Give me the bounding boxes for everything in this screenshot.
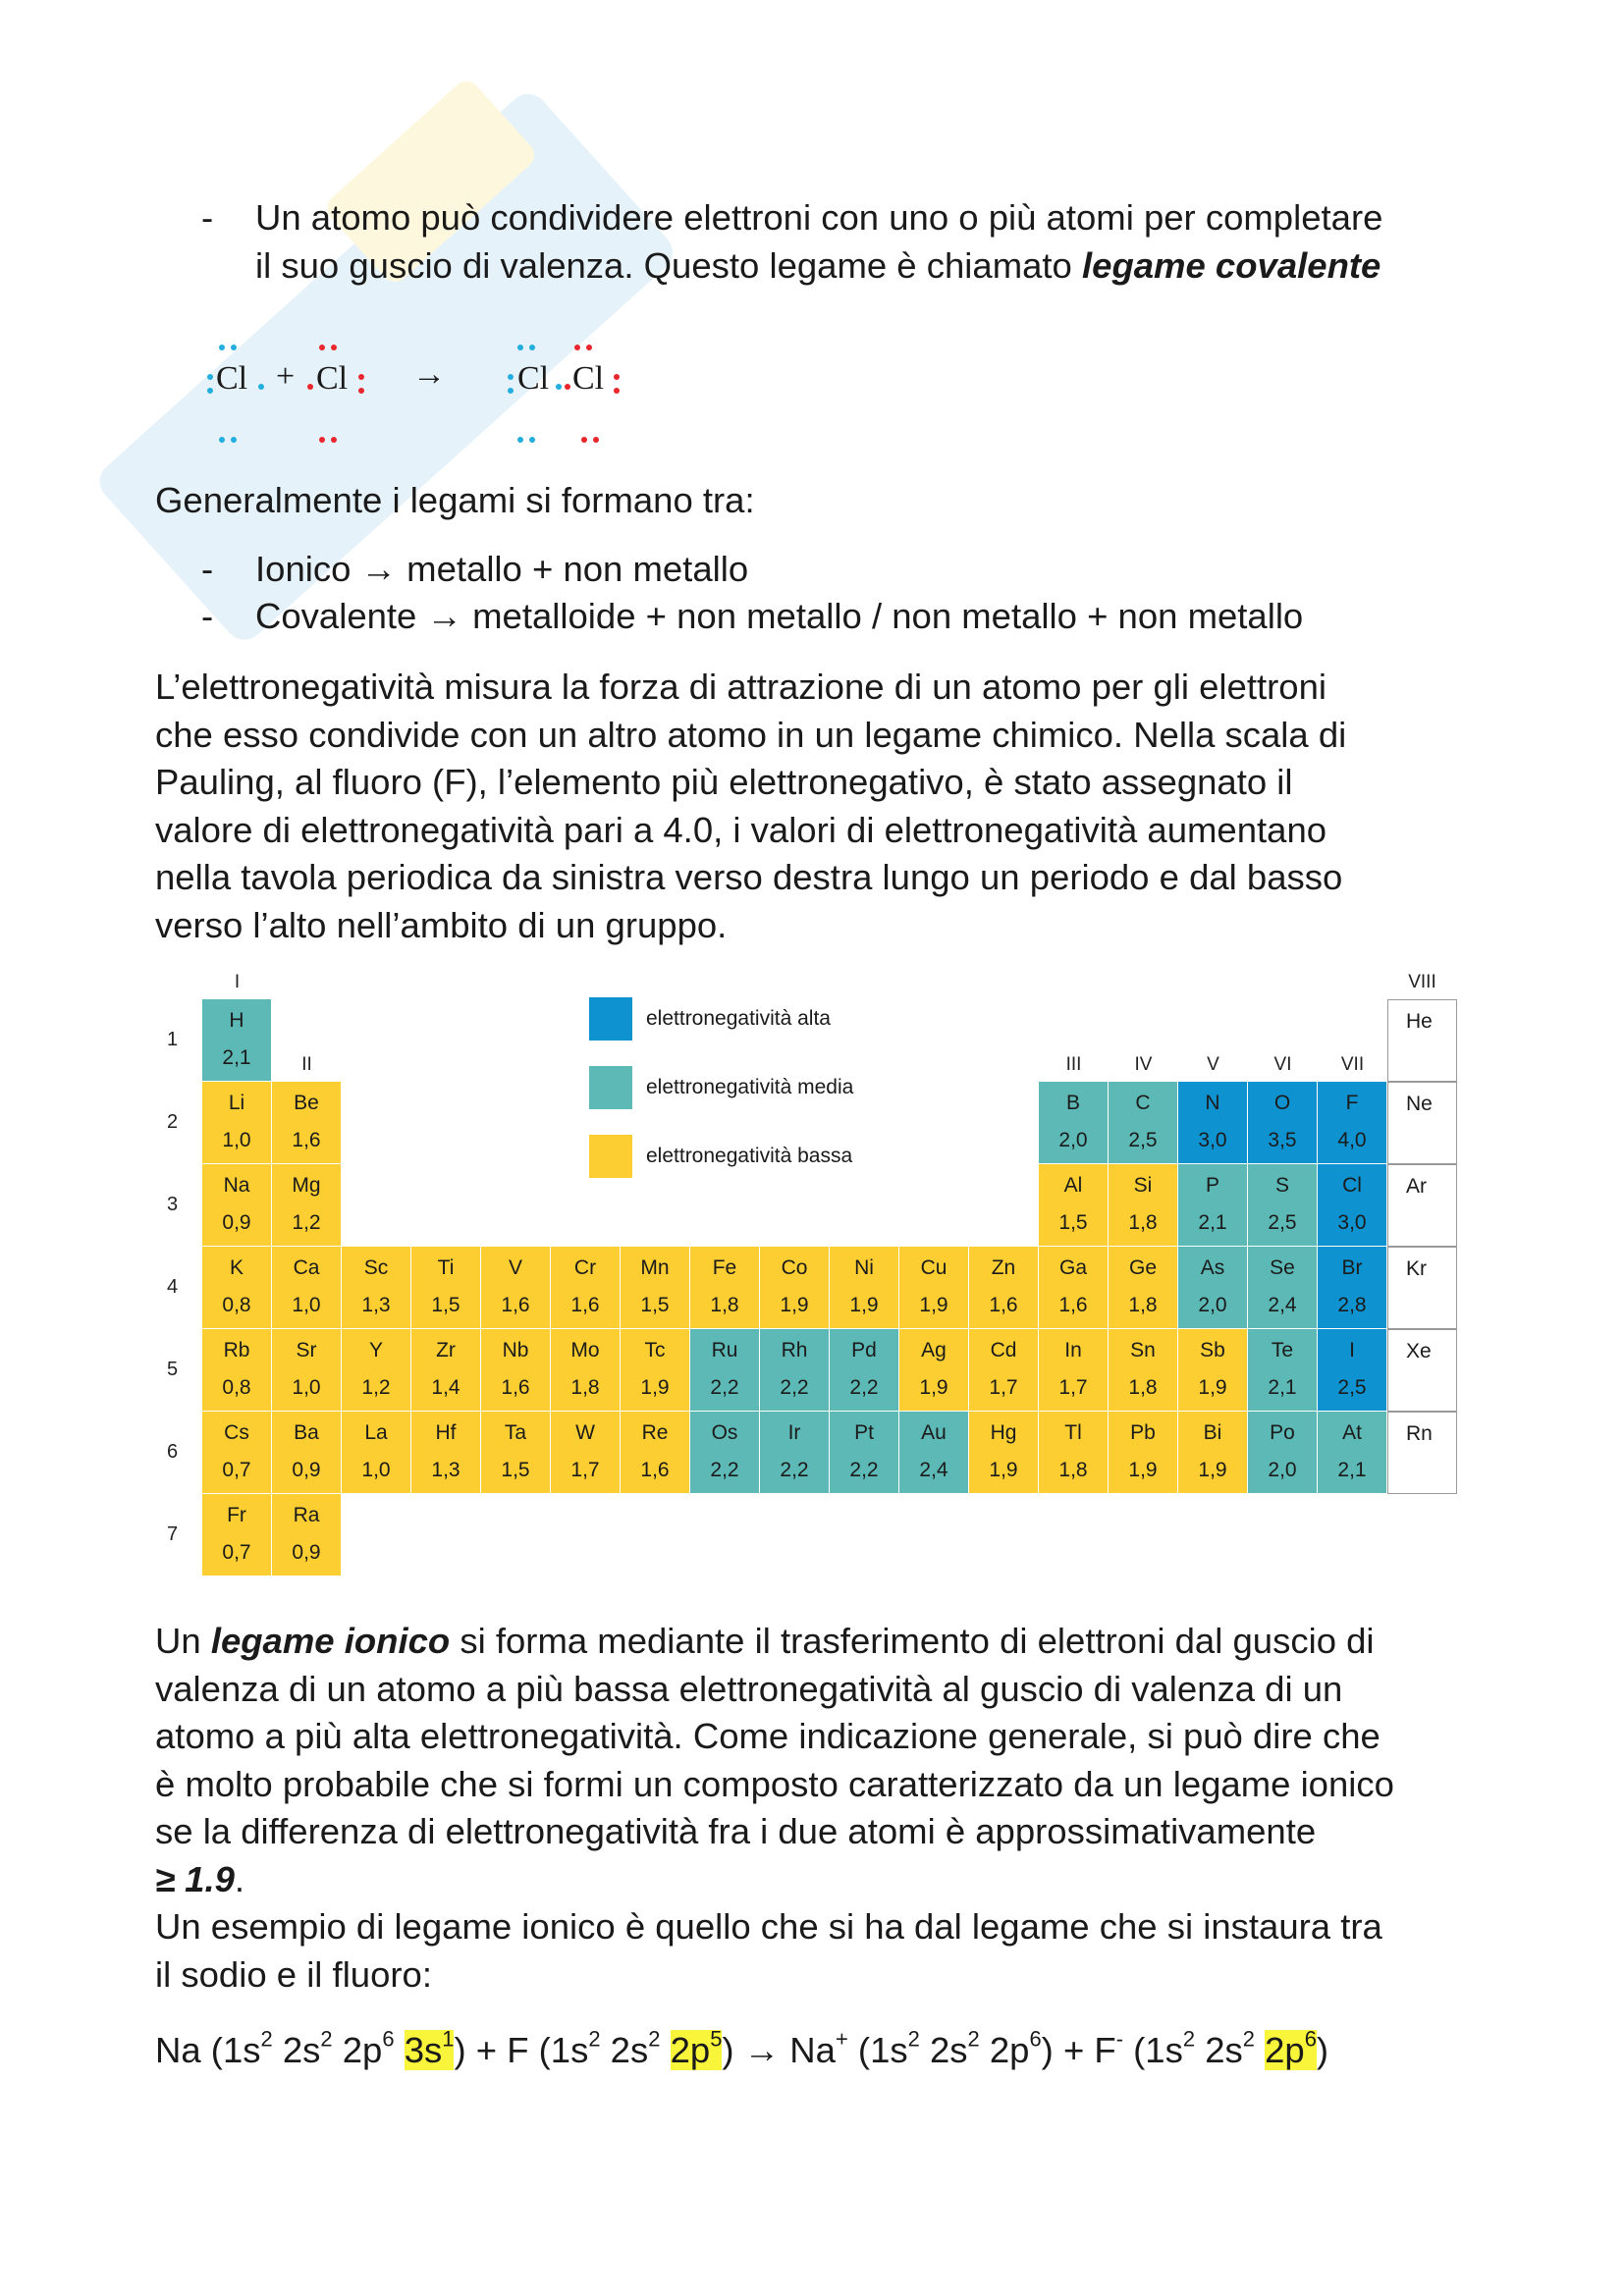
element-cell-k bbox=[202, 1247, 272, 1329]
element-electronegativity: 1,0 bbox=[292, 1376, 321, 1399]
element-symbol: Cl bbox=[1342, 1174, 1362, 1197]
element-electronegativity: 1,8 bbox=[570, 1376, 600, 1399]
bullet-line-1: Un atomo può condividere elettroni con uno o più atomi per completare bbox=[255, 197, 1383, 238]
element-symbol: Fe bbox=[712, 1256, 737, 1279]
element-electronegativity: 1,8 bbox=[1128, 1211, 1158, 1234]
element-cell-au bbox=[899, 1412, 969, 1494]
element-symbol: C bbox=[1135, 1092, 1151, 1114]
element-cell-kr bbox=[1387, 1247, 1457, 1329]
element-symbol: Rn bbox=[1406, 1422, 1433, 1445]
element-symbol: B bbox=[1065, 1092, 1080, 1114]
element-electronegativity: 1,9 bbox=[1128, 1459, 1158, 1481]
element-symbol: F bbox=[1345, 1092, 1359, 1114]
bullet-covalent bbox=[201, 194, 1488, 290]
element-cell-f bbox=[1318, 1082, 1387, 1164]
element-electronegativity: 1,0 bbox=[222, 1129, 251, 1151]
element-cell-sn bbox=[1109, 1329, 1178, 1412]
element-symbol: Ir bbox=[787, 1421, 801, 1444]
element-cell-b bbox=[1039, 1082, 1109, 1164]
element-electronegativity: 1,6 bbox=[501, 1294, 530, 1316]
period-label: 4 bbox=[167, 1276, 179, 1298]
element-symbol: Bi bbox=[1203, 1421, 1222, 1444]
element-electronegativity: 2,2 bbox=[710, 1376, 739, 1399]
element-cell-cr bbox=[551, 1247, 621, 1329]
lewis-cl-1: Cl bbox=[216, 360, 248, 397]
element-electronegativity: 1,2 bbox=[361, 1376, 391, 1399]
element-cell-rh bbox=[760, 1329, 830, 1412]
term-legame-covalente: legame covalente bbox=[1082, 244, 1381, 286]
element-cell-c bbox=[1109, 1082, 1178, 1164]
element-symbol: Ga bbox=[1058, 1256, 1087, 1279]
element-cell-rn bbox=[1387, 1412, 1457, 1494]
bullet-covalent-type: - Covalente → metalloide + non metallo / non metallo + non metallo bbox=[201, 593, 1488, 641]
element-symbol: Sr bbox=[296, 1339, 317, 1362]
element-symbol: Al bbox=[1063, 1174, 1083, 1197]
element-electronegativity: 2,2 bbox=[849, 1459, 879, 1481]
electron-configuration-equation: Na ($1s^2$ $2s^2$ $2p^6$ $3s^1) + F$ ($1s^2$ $2s^2$ $2p^5) \to Na^+$ ($1s^2$ $2s^2$ $2p^6) + F^-$ ($1s^2$ $2s^2$ $2p^6$) bbox=[155, 2026, 1329, 2070]
element-cell-hg bbox=[969, 1412, 1039, 1494]
element-cell-br bbox=[1318, 1247, 1387, 1329]
element-cell-h bbox=[202, 999, 272, 1082]
element-electronegativity: 2,0 bbox=[1268, 1459, 1297, 1481]
element-symbol: Fr bbox=[227, 1504, 246, 1526]
element-cell-pb bbox=[1109, 1412, 1178, 1494]
element-electronegativity: 1,2 bbox=[292, 1211, 321, 1234]
element-symbol: Xe bbox=[1406, 1340, 1432, 1362]
element-symbol: In bbox=[1064, 1339, 1082, 1362]
element-electronegativity: 2,2 bbox=[780, 1459, 809, 1481]
element-cell-ag bbox=[899, 1329, 969, 1412]
paragraph-line: atomo a più alta elettronegatività. Come indicazione generale, si può dire che bbox=[155, 1716, 1380, 1756]
element-electronegativity: 2,2 bbox=[710, 1459, 739, 1481]
element-symbol: Br bbox=[1341, 1256, 1363, 1279]
element-symbol: N bbox=[1205, 1092, 1220, 1114]
element-electronegativity: 1,9 bbox=[919, 1294, 948, 1316]
element-electronegativity: 2,4 bbox=[919, 1459, 948, 1481]
element-symbol: Ar bbox=[1406, 1175, 1427, 1198]
highlight-3s1: $3s^1$ bbox=[404, 2026, 455, 2070]
element-electronegativity: 0,8 bbox=[222, 1294, 251, 1316]
group-label: V bbox=[1207, 1054, 1219, 1075]
lewis-cl-4: Cl bbox=[572, 360, 605, 397]
element-cell-os bbox=[690, 1412, 760, 1494]
element-symbol: Sc bbox=[363, 1256, 389, 1279]
element-cell-o bbox=[1248, 1082, 1318, 1164]
element-cell-i bbox=[1318, 1329, 1387, 1412]
element-cell-cl bbox=[1318, 1164, 1387, 1247]
element-symbol: Ru bbox=[711, 1339, 738, 1362]
legend-label-low: elettronegatività bassa bbox=[646, 1145, 853, 1167]
element-symbol: Ra bbox=[293, 1504, 320, 1526]
bullet-line-2: il suo guscio di valenza. Questo legame è chiamato legame covalente bbox=[255, 244, 1381, 286]
element-cell-y bbox=[342, 1329, 411, 1412]
element-electronegativity: 1,6 bbox=[989, 1294, 1018, 1316]
element-symbol: Ag bbox=[921, 1339, 947, 1362]
paragraph-line: il sodio e il fluoro: bbox=[155, 1953, 433, 1995]
paragraph-line: che esso condivide con un altro atomo in un legame chimico. Nella scala di bbox=[155, 714, 1347, 755]
element-cell-p bbox=[1178, 1164, 1248, 1247]
element-symbol: Kr bbox=[1406, 1257, 1427, 1280]
element-electronegativity: 2,2 bbox=[780, 1376, 809, 1399]
element-electronegativity: 1,8 bbox=[1128, 1376, 1158, 1399]
element-symbol: Ta bbox=[504, 1421, 527, 1444]
paragraph-line: L’elettronegatività misura la forza di attrazione di un atomo per gli elettroni bbox=[155, 667, 1326, 707]
element-cell-ra bbox=[272, 1494, 342, 1576]
element-electronegativity: 0,7 bbox=[222, 1459, 251, 1481]
element-electronegativity: 0,9 bbox=[222, 1211, 251, 1234]
element-cell-sc bbox=[342, 1247, 411, 1329]
element-electronegativity: 3,0 bbox=[1198, 1129, 1227, 1151]
element-cell-w bbox=[551, 1412, 621, 1494]
element-electronegativity: 1,6 bbox=[570, 1294, 600, 1316]
element-electronegativity: 1,6 bbox=[501, 1376, 530, 1399]
element-electronegativity: 1,8 bbox=[1058, 1459, 1088, 1481]
element-cell-at bbox=[1318, 1412, 1387, 1494]
element-electronegativity: 1,6 bbox=[292, 1129, 321, 1151]
element-electronegativity: 2,5 bbox=[1337, 1376, 1367, 1399]
element-electronegativity: 1,6 bbox=[1058, 1294, 1088, 1316]
element-symbol: Zn bbox=[991, 1256, 1016, 1279]
term-legame-ionico: legame ionico bbox=[210, 1621, 451, 1661]
element-symbol: S bbox=[1274, 1174, 1289, 1197]
element-cell-he bbox=[1387, 999, 1457, 1082]
element-cell-fr bbox=[202, 1494, 272, 1576]
element-symbol: Pt bbox=[854, 1421, 874, 1444]
element-electronegativity: 1,0 bbox=[292, 1294, 321, 1316]
element-cell-si bbox=[1109, 1164, 1178, 1247]
element-symbol: Ne bbox=[1406, 1093, 1433, 1115]
group-label: II bbox=[301, 1054, 312, 1075]
element-cell-re bbox=[621, 1412, 690, 1494]
highlight-2p5: $2p^5$ bbox=[670, 2026, 723, 2070]
element-electronegativity: 1,9 bbox=[989, 1459, 1018, 1481]
element-symbol: O bbox=[1273, 1092, 1291, 1114]
element-symbol: Ti bbox=[437, 1256, 455, 1279]
element-electronegativity: 2,1 bbox=[1268, 1376, 1297, 1399]
element-symbol: Te bbox=[1271, 1339, 1294, 1362]
element-cell-se bbox=[1248, 1247, 1318, 1329]
element-cell-li bbox=[202, 1082, 272, 1164]
element-cell-n bbox=[1178, 1082, 1248, 1164]
element-electronegativity: 1,4 bbox=[431, 1376, 460, 1399]
element-electronegativity: 0,9 bbox=[292, 1541, 321, 1564]
element-symbol: Cs bbox=[224, 1421, 249, 1444]
element-symbol: Li bbox=[228, 1092, 245, 1114]
element-symbol: La bbox=[364, 1421, 388, 1444]
element-symbol: Mo bbox=[570, 1339, 600, 1362]
element-symbol: Os bbox=[711, 1421, 738, 1444]
element-cell-la bbox=[342, 1412, 411, 1494]
element-symbol: Nb bbox=[502, 1339, 529, 1362]
element-cell-in bbox=[1039, 1329, 1109, 1412]
legend-swatch-low bbox=[589, 1135, 632, 1178]
element-symbol: Hg bbox=[990, 1421, 1017, 1444]
element-cell-co bbox=[760, 1247, 830, 1329]
element-symbol: Cd bbox=[990, 1339, 1017, 1362]
paragraph-line: è molto probabile che si formi un composto caratterizzato da un legame ionico bbox=[155, 1763, 1394, 1804]
element-cell-cd bbox=[969, 1329, 1039, 1412]
element-cell-al bbox=[1039, 1164, 1109, 1247]
element-cell-te bbox=[1248, 1329, 1318, 1412]
element-cell-s bbox=[1248, 1164, 1318, 1247]
element-cell-ge bbox=[1109, 1247, 1178, 1329]
element-symbol: Re bbox=[641, 1421, 669, 1444]
group-label: IV bbox=[1134, 1054, 1153, 1075]
element-symbol: At bbox=[1342, 1421, 1362, 1444]
element-electronegativity: 2,1 bbox=[222, 1046, 251, 1069]
element-cell-ir bbox=[760, 1412, 830, 1494]
paragraph-line: se la differenza di elettronegatività fra i due atomi è approssimativamente bbox=[155, 1811, 1317, 1851]
element-electronegativity: 1,5 bbox=[640, 1294, 670, 1316]
element-symbol: V bbox=[508, 1256, 522, 1279]
element-cell-mn bbox=[621, 1247, 690, 1329]
element-electronegativity: 4,0 bbox=[1337, 1129, 1367, 1151]
element-symbol: Se bbox=[1270, 1256, 1295, 1279]
periodic-table-electronegativity bbox=[157, 970, 1473, 1583]
element-symbol: Pb bbox=[1130, 1421, 1156, 1444]
element-cell-mg bbox=[272, 1164, 342, 1247]
element-cell-ba bbox=[272, 1412, 342, 1494]
lewis-arrow: → bbox=[412, 356, 446, 393]
element-electronegativity: 1,7 bbox=[1058, 1376, 1088, 1399]
period-label: 3 bbox=[167, 1194, 179, 1215]
element-symbol: Be bbox=[294, 1092, 319, 1114]
element-electronegativity: 1,9 bbox=[1198, 1376, 1227, 1399]
element-cell-zn bbox=[969, 1247, 1039, 1329]
group-label: VII bbox=[1340, 1054, 1365, 1075]
element-cell-tl bbox=[1039, 1412, 1109, 1494]
element-symbol: Au bbox=[921, 1421, 947, 1444]
paragraph-line: Un esempio di legame ionico è quello che si ha dal legame che si instaura tra bbox=[155, 1906, 1382, 1947]
highlight-2p6: $2p^6$ bbox=[1265, 2026, 1317, 2070]
element-electronegativity: 3,5 bbox=[1268, 1129, 1297, 1151]
element-cell-zr bbox=[411, 1329, 481, 1412]
element-electronegativity: 1,9 bbox=[919, 1376, 948, 1399]
paragraph-line: verso l’alto nell’ambito di un gruppo. bbox=[155, 904, 728, 945]
element-cell-nb bbox=[481, 1329, 551, 1412]
element-cell-pt bbox=[830, 1412, 899, 1494]
element-cell-ca bbox=[272, 1247, 342, 1329]
intro-bonds: Generalmente i legami si formano tra: bbox=[155, 480, 755, 520]
element-cell-cu bbox=[899, 1247, 969, 1329]
legend-swatch-high bbox=[589, 997, 632, 1041]
element-symbol: P bbox=[1205, 1174, 1219, 1197]
element-cell-ne bbox=[1387, 1082, 1457, 1164]
group-label: VIII bbox=[1408, 972, 1436, 992]
element-cell-xe bbox=[1387, 1329, 1457, 1412]
element-symbol: He bbox=[1406, 1010, 1433, 1033]
period-label: 1 bbox=[167, 1029, 179, 1050]
period-label: 6 bbox=[167, 1441, 179, 1463]
element-symbol: Rh bbox=[781, 1339, 808, 1362]
paragraph-line: valenza di un atomo a più bassa elettronegatività al guscio di valenza di un bbox=[155, 1668, 1343, 1709]
element-electronegativity: 1,5 bbox=[431, 1294, 460, 1316]
element-electronegativity: 1,6 bbox=[640, 1459, 670, 1481]
element-electronegativity: 1,5 bbox=[501, 1459, 530, 1481]
period-label: 7 bbox=[167, 1523, 179, 1545]
element-symbol: Rb bbox=[223, 1339, 250, 1362]
element-electronegativity: 1,7 bbox=[989, 1376, 1018, 1399]
element-symbol: Mg bbox=[292, 1174, 321, 1197]
period-label: 5 bbox=[167, 1359, 179, 1380]
element-electronegativity: 1,8 bbox=[710, 1294, 739, 1316]
bond-type-ionic: Ionico → metallo + non metallo bbox=[255, 549, 749, 589]
element-cell-hf bbox=[411, 1412, 481, 1494]
element-electronegativity: 1,7 bbox=[570, 1459, 600, 1481]
element-symbol: Ge bbox=[1128, 1256, 1157, 1279]
element-symbol: Cr bbox=[573, 1256, 597, 1279]
period-label: 2 bbox=[167, 1111, 179, 1133]
legend-swatch-medium bbox=[589, 1066, 632, 1109]
element-cell-rb bbox=[202, 1329, 272, 1412]
element-cell-ga bbox=[1039, 1247, 1109, 1329]
element-cell-v bbox=[481, 1247, 551, 1329]
element-electronegativity: 1,0 bbox=[361, 1459, 391, 1481]
element-electronegativity: 2,1 bbox=[1198, 1211, 1227, 1234]
element-cell-sb bbox=[1178, 1329, 1248, 1412]
element-cell-ru bbox=[690, 1329, 760, 1412]
element-cell-sr bbox=[272, 1329, 342, 1412]
element-symbol: Cu bbox=[920, 1256, 947, 1279]
bond-type-covalent: Covalente → metalloide + non metallo / non metallo + non metallo bbox=[255, 596, 1304, 636]
paragraph-line: nella tavola periodica da sinistra verso destra lungo un periodo e dal basso bbox=[155, 857, 1343, 897]
element-symbol: Tc bbox=[644, 1339, 666, 1362]
element-electronegativity: 2,5 bbox=[1128, 1129, 1158, 1151]
element-symbol: Na bbox=[223, 1174, 250, 1197]
lewis-cl-2: Cl bbox=[316, 360, 349, 397]
element-cell-ti bbox=[411, 1247, 481, 1329]
element-symbol: W bbox=[575, 1421, 595, 1444]
element-symbol: Po bbox=[1270, 1421, 1295, 1444]
element-electronegativity: 3,0 bbox=[1337, 1211, 1367, 1234]
element-symbol: K bbox=[229, 1256, 244, 1279]
element-cell-po bbox=[1248, 1412, 1318, 1494]
element-electronegativity: 1,3 bbox=[431, 1459, 460, 1481]
element-cell-bi bbox=[1178, 1412, 1248, 1494]
element-cell-pd bbox=[830, 1329, 899, 1412]
paragraph-line: valore di elettronegatività pari a 4.0, i valori di elettronegatività aumentano bbox=[155, 809, 1327, 850]
group-label: VI bbox=[1273, 1054, 1292, 1075]
element-electronegativity: 0,7 bbox=[222, 1541, 251, 1564]
legend-label-medium: elettronegatività media bbox=[646, 1076, 854, 1098]
element-electronegativity: 1,9 bbox=[780, 1294, 809, 1316]
element-cell-cs bbox=[202, 1412, 272, 1494]
group-label: I bbox=[234, 972, 241, 992]
element-electronegativity: 2,1 bbox=[1337, 1459, 1367, 1481]
element-electronegativity: 1,9 bbox=[849, 1294, 879, 1316]
element-symbol: Ba bbox=[294, 1421, 319, 1444]
element-cell-na bbox=[202, 1164, 272, 1247]
element-cell-tc bbox=[621, 1329, 690, 1412]
element-cell-ar bbox=[1387, 1164, 1457, 1247]
element-symbol: Si bbox=[1133, 1174, 1153, 1197]
element-cell-be bbox=[272, 1082, 342, 1164]
element-symbol: Zr bbox=[436, 1339, 456, 1362]
element-electronegativity: 1,5 bbox=[1058, 1211, 1088, 1234]
lewis-cl-3: Cl bbox=[517, 360, 550, 397]
element-symbol: Mn bbox=[640, 1256, 670, 1279]
element-electronegativity: 2,0 bbox=[1198, 1294, 1227, 1316]
element-cell-fe bbox=[690, 1247, 760, 1329]
element-symbol: Co bbox=[781, 1256, 808, 1279]
element-electronegativity: 1,9 bbox=[1198, 1459, 1227, 1481]
element-symbol: I bbox=[1349, 1339, 1355, 1362]
element-electronegativity: 2,4 bbox=[1268, 1294, 1297, 1316]
element-electronegativity: 2,8 bbox=[1337, 1294, 1367, 1316]
ionic-bond-paragraph: Un legame ionico si forma mediante il trasferimento di elettroni dal guscio di valenza di un atomo a più bassa elettronegatività al guscio di valenza di un atomo a più alta elettronegatività. Come indicazione generale, si può dire che è molto probabile che si formi un composto caratterizzato da un legame ionico se la differenza di elettronegatività fra i due atomi è approssimativamente ≥ 1.9. Un esempio di legame ionico è quello che si ha dal legame che si instaura tra il sodio e il fluoro: bbox=[155, 1618, 1490, 1999]
legend-label-high: elettronegatività alta bbox=[646, 1007, 831, 1030]
lewis-plus: + bbox=[276, 358, 296, 395]
element-symbol: Hf bbox=[435, 1421, 457, 1444]
element-electronegativity: 2,2 bbox=[849, 1376, 879, 1399]
bullet-dash: - bbox=[201, 197, 214, 238]
element-electronegativity: 1,8 bbox=[1128, 1294, 1158, 1316]
element-electronegativity: 2,0 bbox=[1058, 1129, 1088, 1151]
element-symbol: Y bbox=[368, 1339, 383, 1362]
element-cell-ni bbox=[830, 1247, 899, 1329]
group-label: III bbox=[1065, 1054, 1082, 1075]
element-cell-mo bbox=[551, 1329, 621, 1412]
element-cell-as bbox=[1178, 1247, 1248, 1329]
threshold-value: ≥ 1.9 bbox=[155, 1858, 235, 1899]
electronegativity-paragraph bbox=[155, 664, 1490, 949]
element-symbol: Sb bbox=[1200, 1339, 1225, 1362]
element-electronegativity: 0,8 bbox=[222, 1376, 251, 1399]
element-cell-ta bbox=[481, 1412, 551, 1494]
element-electronegativity: 1,9 bbox=[640, 1376, 670, 1399]
element-electronegativity: 1,3 bbox=[361, 1294, 391, 1316]
paragraph-line: Pauling, al fluoro (F), l’elemento più elettronegativo, è stato assegnato il bbox=[155, 762, 1293, 802]
element-electronegativity: 0,9 bbox=[292, 1459, 321, 1481]
element-symbol: Tl bbox=[1064, 1421, 1082, 1444]
element-symbol: Pd bbox=[851, 1339, 877, 1362]
element-symbol: H bbox=[229, 1009, 244, 1032]
element-symbol: Sn bbox=[1130, 1339, 1156, 1362]
element-symbol: Ca bbox=[293, 1256, 320, 1279]
element-symbol: As bbox=[1200, 1256, 1225, 1279]
element-electronegativity: 2,5 bbox=[1268, 1211, 1297, 1234]
bullet-ionic-type: - Ionico → metallo + non metallo bbox=[201, 546, 1488, 594]
element-symbol: Ni bbox=[854, 1256, 874, 1279]
